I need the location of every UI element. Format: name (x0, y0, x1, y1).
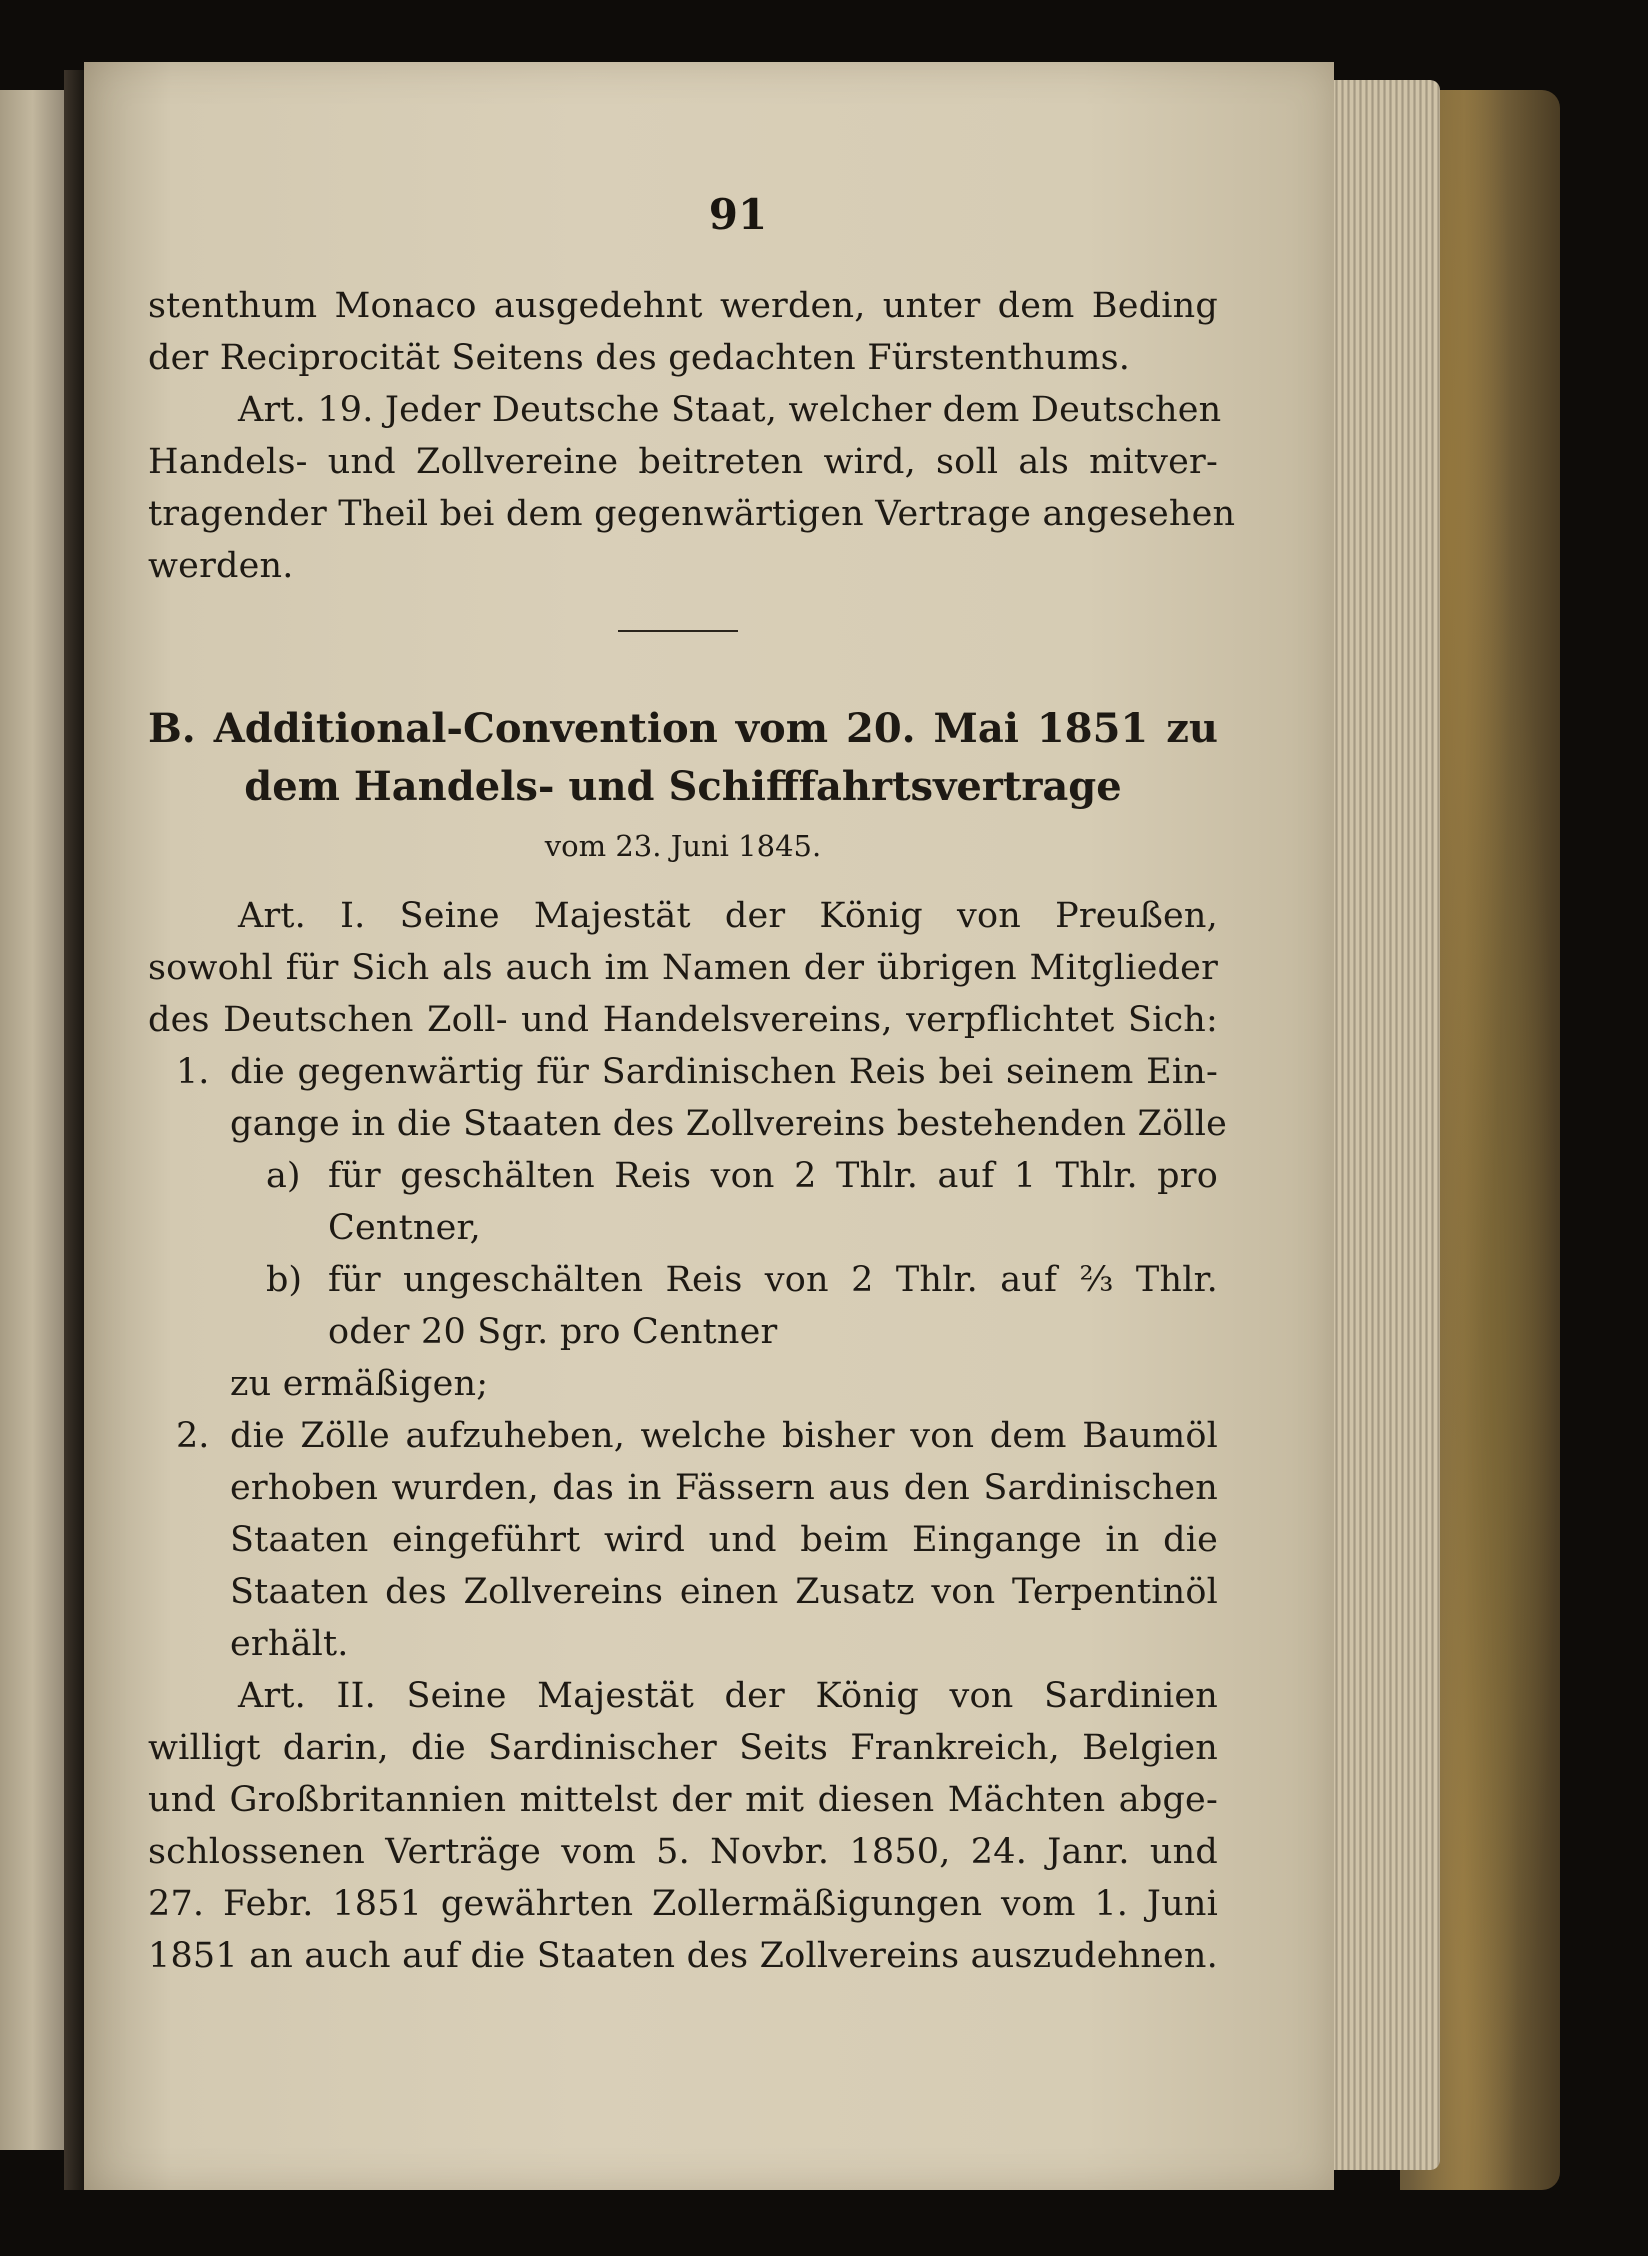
text-line: und Großbritannien mittelst der mit diesen Mächten abge- (148, 1780, 1218, 1820)
list-letter: b) (266, 1260, 303, 1300)
section-divider (618, 630, 738, 632)
text-line: sowohl für Sich als auch im Namen der übrigen Mitglieder (148, 948, 1218, 988)
text-line: Centner, (328, 1208, 481, 1248)
text-line: willigt darin, die Sardinischer Seits Frankreich, Belgien (148, 1728, 1218, 1768)
list-number: 2. (176, 1416, 210, 1456)
text-line: stenthum Monaco ausgedehnt werden, unter dem Beding (148, 286, 1218, 326)
section-subheading: vom 23. Juni 1845. (544, 829, 822, 863)
page-edges (1320, 80, 1440, 2170)
text-line: 27. Febr. 1851 gewährten Zollermäßigungen vom 1. Juni (148, 1884, 1218, 1924)
text-line: des Deutschen Zoll- und Handelsvereins, verpflichtet Sich: (148, 1000, 1218, 1040)
previous-page-edge (0, 90, 72, 2150)
list-letter: a) (266, 1156, 301, 1196)
text-line: zu ermäßigen; (230, 1364, 489, 1404)
text-line: Art. II. Seine Majestät der König von Sardinien (238, 1676, 1218, 1716)
text-line: schlossenen Verträge vom 5. Novbr. 1850, 24. Janr. und (148, 1832, 1218, 1872)
text-line: Staaten eingeführt wird und beim Eingange in die (230, 1520, 1218, 1560)
text-line: erhält. (230, 1624, 349, 1664)
section-heading: B. Additional-Convention vom 20. Mai 1851 zu (148, 705, 1218, 752)
text-line: oder 20 Sgr. pro Centner (328, 1312, 778, 1352)
text-line: Art. 19. Jeder Deutsche Staat, welcher dem Deutschen (238, 390, 1222, 430)
text-line: erhoben wurden, das in Fässern aus den Sardinischen (230, 1468, 1218, 1508)
list-number: 1. (176, 1052, 210, 1092)
text-line: der Reciprocität Seitens des gedachten Fürstenthums. (148, 338, 1131, 378)
text-line: die gegenwärtig für Sardinischen Reis bei seinem Ein- (230, 1052, 1218, 1092)
text-line: Handels- und Zollvereine beitreten wird, soll als mitver- (148, 442, 1218, 482)
text-line: werden. (148, 546, 294, 586)
text-line: Staaten des Zollvereins einen Zusatz von Terpentinöl (230, 1572, 1218, 1612)
text-line: für geschälten Reis von 2 Thlr. auf 1 Thlr. pro (328, 1156, 1218, 1196)
text-line: die Zölle aufzuheben, welche bisher von dem Baumöl (230, 1416, 1218, 1456)
text-line: Art. I. Seine Majestät der König von Preußen, (238, 896, 1218, 936)
text-line: tragender Theil bei dem gegenwärtigen Vertrage angesehen (148, 494, 1236, 534)
page-number: 91 (708, 190, 768, 239)
text-line: gange in die Staaten des Zollvereins bestehenden Zölle (230, 1104, 1228, 1144)
text-line: für ungeschälten Reis von 2 Thlr. auf ⅔ Thlr. (328, 1260, 1218, 1300)
text-line: 1851 an auch auf die Staaten des Zollvereins auszudehnen. (148, 1936, 1218, 1976)
section-heading: dem Handels- und Schifffahrtsvertrage (244, 763, 1122, 810)
